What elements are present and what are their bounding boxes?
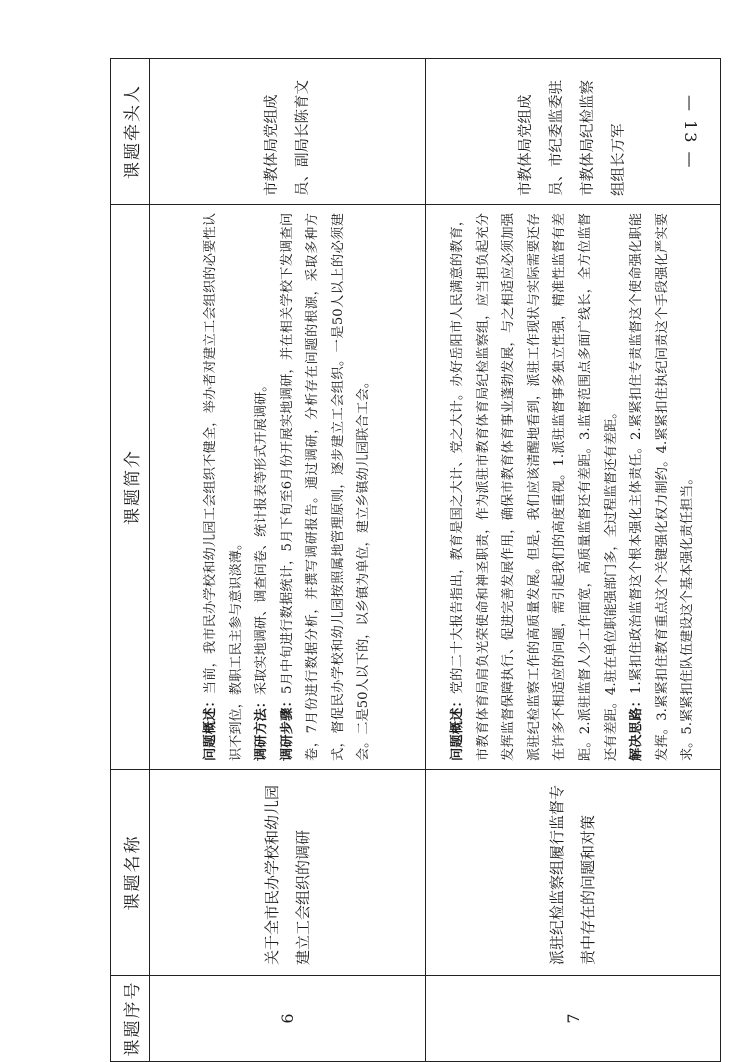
topic-name: 关于全市民办学校和幼儿园建立工会组织的调研 xyxy=(150,770,426,976)
topic-seq: 6 xyxy=(150,976,426,1062)
intro-paragraph xyxy=(198,213,249,761)
header-seq: 课题序号 xyxy=(111,976,150,1062)
topic-table xyxy=(110,58,721,1062)
paragraph-text: 1.紧扣住政治监督这个根本强化主体责任。2.紧紧扣住专责监督这个使命强化职能发挥。3.紧紧扣住教育重点这个关键强化权力制约。4.紧紧扣住执纪问责这个手段强化严实要求。5.紧紧扣住队伍建设这个基本强化责任担当。 xyxy=(629,212,696,761)
topic-intro xyxy=(150,205,426,770)
intro-paragraph xyxy=(249,213,275,761)
topic-lead: 市教体局党组成员、副局长陈育文 xyxy=(150,59,426,205)
paragraph-label: 调研步骤： xyxy=(279,694,295,761)
header-lead: 课题牵头人 xyxy=(111,59,150,205)
intro-paragraph xyxy=(445,213,624,761)
topic-seq: 7 xyxy=(426,976,721,1062)
topic-lead: 市教体局党组成员、市纪委监委驻市教体局纪检监察组组长万军 xyxy=(426,59,721,205)
paragraph-text: 5月中旬进行数据统计，5月下旬至6月份开展实地调研，并在相关学校下发调查问卷，7月份进行数据分析，并撰写调研报告。通过调研，分析存在问题的根源，采取多种方式，督促民办学校和幼儿园按照属地管理原则，逐步建立工会组织。一是50人以上的必须建会。二是50人以下的，以乡镇为单位，建立乡镇幼儿园联合工会。 xyxy=(279,212,372,761)
table-header-row xyxy=(111,59,150,1062)
page-number: — 13 — xyxy=(681,95,700,170)
topic-intro xyxy=(426,205,721,770)
header-name: 课题名称 xyxy=(111,770,150,976)
rotated-table-wrapper xyxy=(110,58,695,1062)
paragraph-text: 当前，我市民办学校和幼儿园工会组织不健全，举办者对建立工会组织的必要性认识不到位，教职工民主参与意识淡薄。 xyxy=(202,212,244,761)
header-intro: 课题简介 xyxy=(111,205,150,770)
topic-name: 派驻纪检监察组履行监督专责中存在的问题和对策 xyxy=(426,770,721,976)
table-row xyxy=(150,59,426,1062)
intro-paragraph xyxy=(624,213,701,761)
paragraph-text: 采取实地调研、调查问卷、统计报表等形式开展调研。 xyxy=(254,378,270,696)
paragraph-label: 问题概述： xyxy=(450,694,466,761)
paragraph-text: 党的二十大报告指出，教育是国之大计、党之大计。办好岳阳市人民满意的教育，市教育体育局肩负光荣使命和神圣职责，作为派驻市教育体育局纪检监察组，应当担负起充分发挥监督保障执行、促进完善发展作用，确保市教育体育事业蓬勃发展，与之相适应必须加强派驻纪检监察工作的高质量发展。但是，我们应该清醒地看到，派驻工作现状与实际需要还存在许多不相适应的问题，需引起我们的高度重视。1.派驻监督事多独立性强，精准性监督有差距。2.派驻监督人少工作面宽，高质量监督还有差距。3.监督范围点多面广线长，全方位监督还有差距。4.驻在单位职能强部门多，全过程监督还有差距。 xyxy=(450,212,619,761)
paragraph-label: 调研方法： xyxy=(254,695,270,761)
table-row xyxy=(426,59,721,1062)
paragraph-label: 解决思路： xyxy=(629,693,645,761)
paragraph-label: 问题概述： xyxy=(202,694,218,761)
intro-paragraph xyxy=(275,213,377,761)
